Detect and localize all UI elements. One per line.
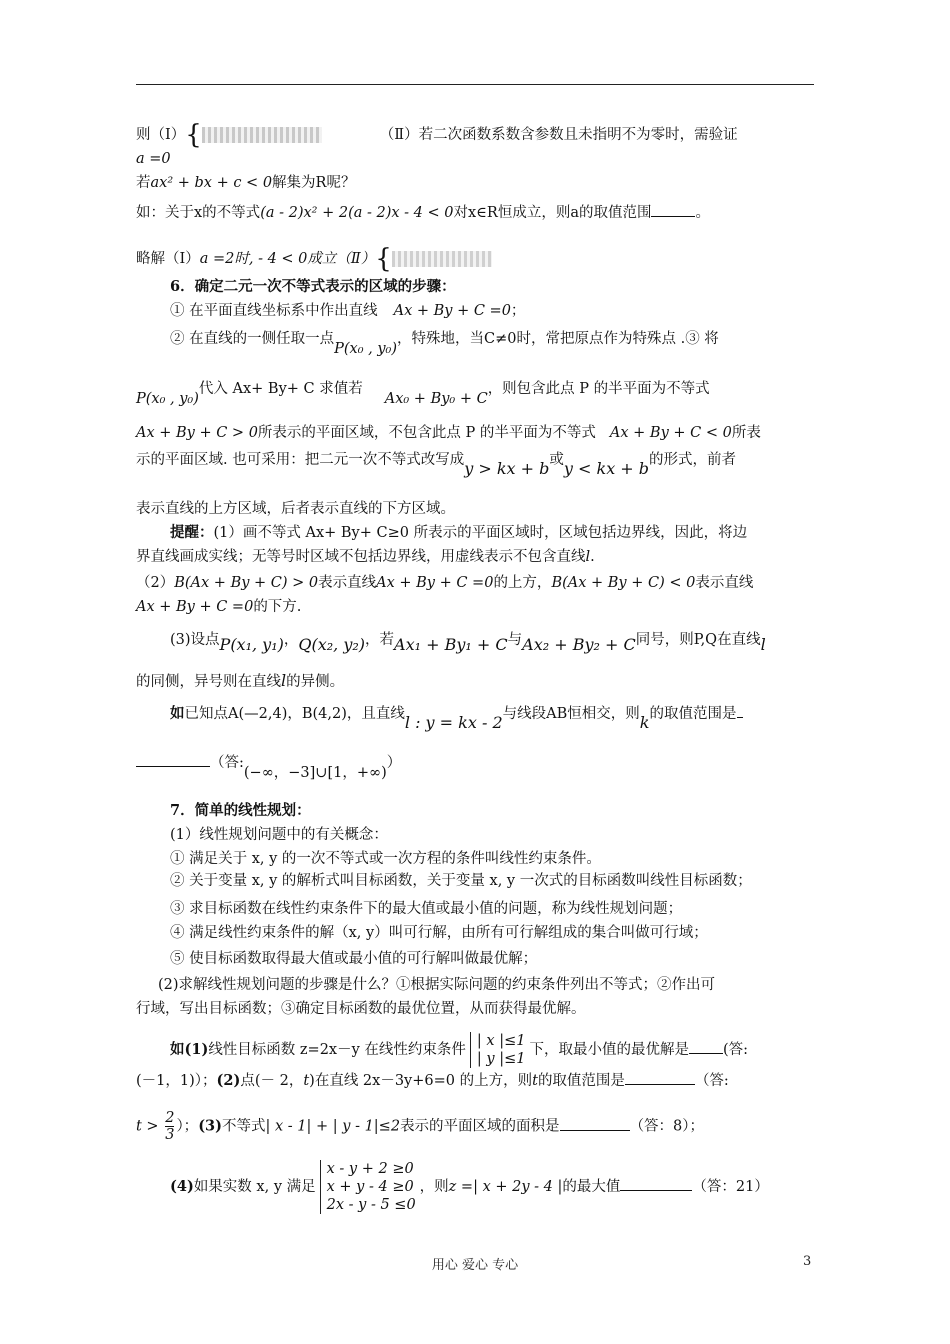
text: ，特殊地，当C≠0时，常把原点作为特殊点 .③ 将	[397, 331, 719, 347]
blurred-formula	[202, 127, 322, 143]
text: 所表示的平面区域，不包含此点 P 的半平面为不等式	[257, 425, 596, 441]
math: k	[639, 713, 650, 732]
math: P(x₀ , y₀)	[136, 391, 199, 407]
text: （答:	[210, 755, 244, 771]
numerator: 2	[165, 1110, 175, 1126]
text: 表示直线	[695, 575, 754, 591]
math: a =2时, - 4 < 0成立（Ⅱ）	[199, 251, 376, 267]
text: 点(－ 2，	[240, 1073, 304, 1089]
header-rule	[136, 84, 814, 85]
text: .	[590, 549, 595, 565]
math: Q(x₂, y₂)	[298, 635, 366, 654]
text: )在直线 2x－3y+6=0 的上方，则	[309, 1073, 533, 1089]
text-line: ⑤ 使目标函数取得最大值或最小值的可行解叫做最优解；	[170, 951, 538, 967]
text: 对x∈R恒成立，则a的取值范围	[453, 205, 652, 221]
text-line	[136, 422, 761, 444]
text: 的取值范围是	[537, 1073, 625, 1089]
fraction	[165, 1110, 174, 1143]
text: （2）	[136, 575, 175, 591]
math: y < kx + b	[563, 459, 650, 478]
text-line	[170, 628, 766, 654]
text-line	[136, 596, 301, 618]
text-line: ② 关于变量 x, y 的解析式叫目标函数，关于变量 x, y 一次式的目标函数叫线性目标函数；	[170, 873, 752, 889]
text-line	[170, 1160, 769, 1214]
text-line: 表示直线的上方区域，后者表示直线的下方区域。	[136, 501, 455, 517]
math: l	[281, 671, 287, 690]
text: ）	[386, 755, 402, 771]
math: Ax₁ + By₁ + C	[394, 635, 508, 654]
text: （Ⅱ）若二次函数系数含参数且未指明不为零时，需验证	[379, 127, 738, 143]
text: 已知点A(—2,4)，B(4,2)，且直线	[184, 706, 405, 722]
text-line	[170, 328, 719, 357]
math: y > kx + b	[464, 459, 550, 478]
text-line	[136, 448, 737, 478]
text: 所表	[731, 425, 761, 441]
text-line: 行域，写出目标函数；③确定目标函数的最优位置，从而获得最优解。	[136, 1001, 586, 1017]
text-line	[136, 1070, 729, 1092]
math: Ax + By + C =0	[376, 575, 494, 591]
text-line: ③ 求目标函数在线性约束条件下的最大值或最小值的问题，称为线性规划问题；	[170, 901, 683, 917]
text: (答:	[722, 1042, 749, 1058]
text-line	[136, 670, 344, 693]
text-line	[170, 522, 747, 544]
constraint: x - y + 2 ≥0	[326, 1161, 414, 1177]
constraint: x + y - 4 ≥0	[326, 1179, 414, 1195]
text: (3)设点	[170, 632, 220, 648]
text: 不等式	[222, 1118, 266, 1135]
text: 表示的平面区域的面积是	[400, 1118, 560, 1135]
text: 代入 Ax+ By+ C 求值若	[198, 381, 363, 397]
math: Ax₀ + By₀ + C	[384, 391, 488, 407]
text: 若	[136, 175, 151, 191]
text: (－1，1)）；	[136, 1073, 217, 1089]
text: ，则	[419, 1179, 449, 1195]
text-line: ④ 满足线性约束条件的解（x, y）叫可行解，由所有可行解组成的集合叫做可行域；	[170, 925, 708, 941]
denominator: 3	[165, 1127, 175, 1143]
constraint-system	[470, 1032, 526, 1068]
text-line	[136, 202, 710, 224]
math: (−∞，−3]∪[1，+∞)	[243, 765, 387, 781]
text: 的异侧。	[286, 674, 345, 690]
text-line	[136, 244, 492, 274]
math: t	[303, 1073, 310, 1089]
text: 示的平面区域. 也可采用：把二元一次不等式改写成	[136, 452, 465, 468]
text: 的最大值	[562, 1179, 621, 1195]
text-line	[170, 300, 525, 322]
text: ，	[283, 632, 299, 648]
text: ① 在平面直线坐标系中作出直线	[170, 303, 378, 319]
math: P(x₀ , y₀)	[334, 341, 398, 357]
text: 下，取最小值的最优解是	[529, 1042, 689, 1058]
text: 如果实数 x, y 满足	[193, 1179, 316, 1195]
math: ax² + bx + c < 0	[150, 175, 273, 191]
text: （答：21）	[692, 1179, 769, 1195]
constraint: | x |≤1	[476, 1033, 526, 1049]
math: (a - 2)x² + 2(a - 2)x - 4 < 0	[260, 205, 454, 221]
answer-blank	[625, 1070, 695, 1085]
math: z =| x + 2y - 4 |	[448, 1179, 563, 1195]
text-line: ① 满足关于 x, y 的一次不等式或一次方程的条件叫线性约束条件。	[170, 851, 601, 867]
math: Ax + By + C < 0	[609, 425, 732, 441]
text: 的形式，前者	[649, 452, 737, 468]
math: l	[760, 635, 766, 654]
blurred-formula	[392, 251, 492, 267]
text: ② 在直线的一侧任取一点	[170, 331, 335, 347]
text: ，若	[365, 632, 395, 648]
text-line	[136, 1110, 704, 1143]
math: t >	[136, 1118, 159, 1135]
text-line	[136, 572, 753, 594]
answer-blank	[620, 1176, 692, 1191]
text-line	[170, 1032, 748, 1068]
question-number: (4)	[170, 1178, 194, 1195]
text: 如：关于x的不等式	[136, 205, 261, 221]
text: 与	[507, 632, 523, 648]
section-6-heading: 6．确定二元一次不等式表示的区域的步骤：	[170, 278, 456, 295]
math: B(Ax + By + C) < 0	[551, 575, 696, 591]
answer-blank	[651, 202, 695, 217]
text-line	[136, 546, 595, 568]
example-label: 如	[170, 705, 185, 722]
text: ）；	[176, 1118, 199, 1135]
brace-glyph: {	[375, 244, 392, 274]
math: | x - 1| + | y - 1|≤2	[265, 1118, 401, 1135]
answer-blank	[737, 703, 743, 718]
page-number: 3	[803, 1254, 812, 1269]
text: （答：8）；	[629, 1118, 705, 1135]
text: 的下方.	[253, 599, 302, 615]
constraint: | y |≤1	[476, 1051, 526, 1067]
text: 略解（Ⅰ）	[136, 251, 200, 267]
text: 解集为R呢？	[272, 175, 356, 191]
text: (1）画不等式 Ax+ By+ C≥0 所表示的平面区域时，区域包括边界线，因此，将边	[213, 525, 748, 541]
math-line	[136, 148, 171, 170]
section-7-heading: 7．简单的线性规划：	[170, 802, 311, 819]
text: ，则包含此点 P 的半平面为不等式	[487, 381, 710, 397]
text: 表示直线	[318, 575, 377, 591]
answer-blank	[560, 1116, 630, 1131]
text: 界直线画成实线；无等号时区域不包括边界线，用虚线表示不包含直线	[136, 549, 586, 565]
text-line	[136, 378, 710, 407]
answer-blank	[136, 752, 210, 767]
math: B(Ax + By + C) > 0	[174, 575, 319, 591]
text: 同号，则P,Q在直线	[635, 632, 761, 648]
text: 与线段AB恒相交，则	[502, 706, 640, 722]
constraint: 2x - y - 5 ≤0	[326, 1197, 416, 1213]
question-number: (3)	[198, 1117, 222, 1135]
text: 的取值范围是	[649, 706, 737, 722]
math: l : y = kx - 2	[404, 713, 503, 732]
text-line	[170, 702, 743, 732]
text: 。	[695, 205, 710, 221]
question-number: (1)	[184, 1041, 209, 1058]
math: a =0	[136, 151, 171, 167]
math: P(x₁, y₁)	[219, 635, 284, 654]
text-line	[136, 120, 738, 150]
text: 线性目标函数 z=2x－y 在线性约束条件	[208, 1042, 466, 1058]
reminder-label: 提醒：	[170, 524, 214, 541]
constraint-system	[320, 1160, 416, 1214]
text: ；	[510, 303, 526, 319]
text: 的上方，	[493, 575, 552, 591]
text: 则（Ⅰ）	[136, 127, 186, 143]
page-footer: 用心 爱心 专心	[431, 1258, 519, 1273]
math: Ax + By + C > 0	[136, 425, 258, 441]
answer-blank	[689, 1039, 723, 1054]
text-line: (2)求解线性规划问题的步骤是什么？①根据实际问题的约束条件列出不等式；②作出可	[158, 977, 716, 993]
math: t	[532, 1073, 538, 1089]
text-line	[136, 172, 355, 194]
math: Ax + By + C =0	[136, 599, 254, 615]
math: Ax₂ + By₂ + C	[522, 635, 636, 654]
math: Ax + By + C =0	[393, 303, 511, 319]
text-line: (1）线性规划问题中的有关概念：	[170, 827, 388, 843]
question-label: 如	[170, 1041, 185, 1058]
math: l	[585, 549, 591, 565]
text: 的同侧，异号则在直线	[136, 674, 281, 690]
question-number: (2)	[216, 1072, 241, 1089]
text: （答:	[694, 1073, 729, 1089]
text: 或	[549, 452, 564, 468]
text-line	[136, 752, 402, 781]
brace-glyph: {	[185, 120, 202, 150]
